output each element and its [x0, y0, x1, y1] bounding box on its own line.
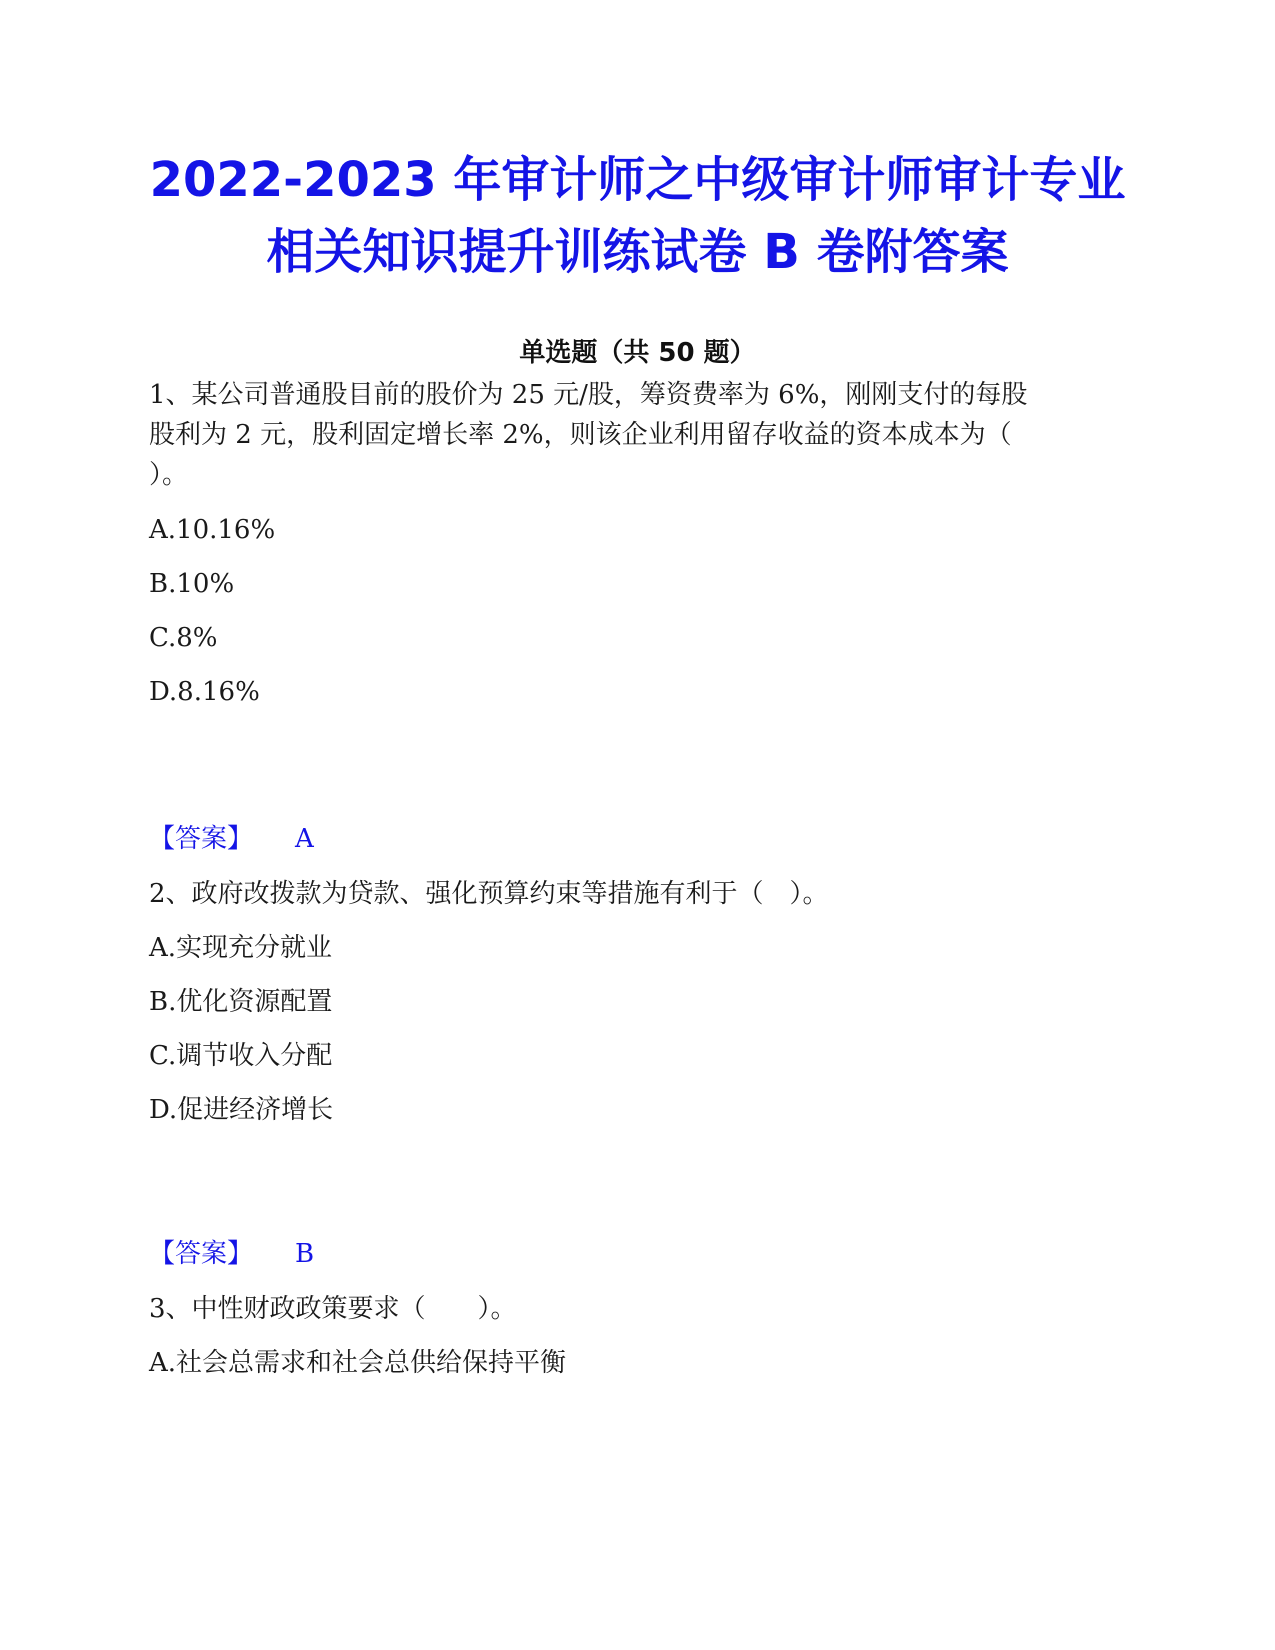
- question-1-stem-line-2: 股利为 2 元，股利固定增长率 2%，则该企业利用留存收益的资本成本为（: [149, 420, 1012, 450]
- question-2-option-c: C.调节收入分配: [149, 1041, 333, 1071]
- question-2-option-a: A.实现充分就业: [149, 933, 333, 963]
- section-heading: 单选题（共 50 题）: [519, 338, 756, 368]
- question-3-stem-line-1: 3、中性财政政策要求（ ）。: [149, 1294, 517, 1324]
- answer-value: A: [295, 824, 314, 854]
- document-title-line-1: 2022-2023 年审计师之中级审计师审计专业: [149, 152, 1126, 208]
- question-1-option-d: D.8.16%: [149, 677, 260, 707]
- question-1-stem-line-3: ）。: [149, 460, 189, 490]
- question-1-option-a: A.10.16%: [149, 515, 276, 545]
- question-1-option-c: C.8%: [149, 623, 218, 653]
- question-3-option-a: A.社会总需求和社会总供给保持平衡: [149, 1348, 567, 1378]
- answer-label: 【答案】: [149, 824, 254, 854]
- answer-label: 【答案】: [149, 1239, 254, 1269]
- document-title-line-2: 相关知识提升训练试卷 B 卷附答案: [266, 224, 1009, 280]
- question-2-stem-line-1: 2、政府改拨款为贷款、强化预算约束等措施有利于（ ）。: [149, 879, 829, 909]
- question-2-option-b: B.优化资源配置: [149, 987, 333, 1017]
- answer-value: B: [295, 1239, 315, 1269]
- question-1-stem-line-1: 1、某公司普通股目前的股价为 25 元/股，筹资费率为 6%，刚刚支付的每股: [149, 380, 1028, 410]
- question-2-answer: [149, 1237, 314, 1271]
- question-2-option-d: D.促进经济增长: [149, 1095, 334, 1125]
- question-1-answer: [149, 822, 314, 856]
- question-1-option-b: B.10%: [149, 569, 235, 599]
